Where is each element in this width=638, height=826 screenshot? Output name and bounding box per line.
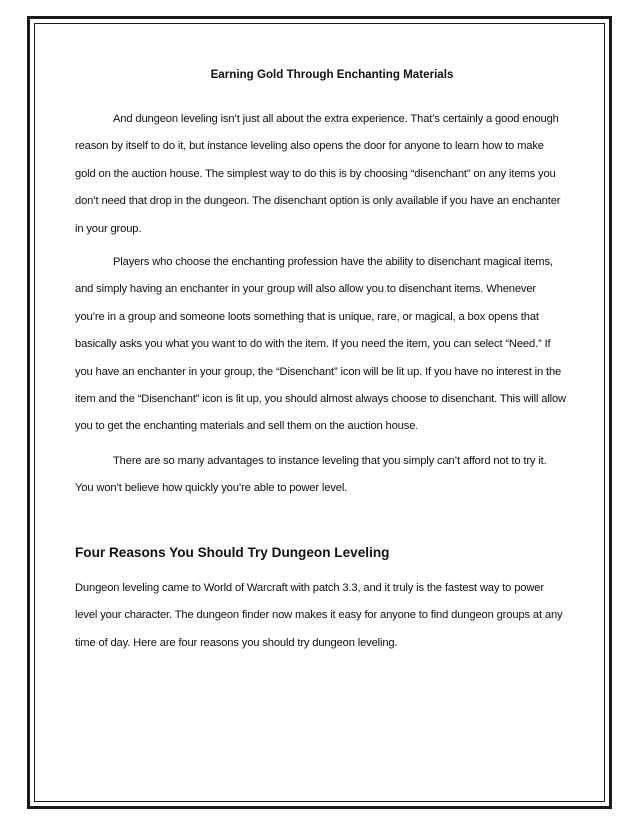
paragraph-2: Players who choose the enchanting profession have the ability to disenchant magical items, and simply having an enchanter in your group will also allow you to disenchant items. Whenever you’re in a group and someone loots something that is unique, rare, or magical, a box opens that basically asks you what you want to do with the item. If you need the item, you can select “Need.” If you have an enchanter in your group, the “Disenchant” icon will be lit up. If you have no interest in the item and the “Disenchant” icon is lit up, you should almost always choose to disenchant. This will allow you to get the enchanting materials and sell them on the auction house.: [75, 256, 566, 433]
paragraph-3: There are so many advantages to instance leveling that you simply can’t afford not to try it. You won’t believe how quickly you’re able to power level.: [75, 454, 547, 495]
document-title: Earning Gold Through Enchanting Materials: [210, 68, 454, 81]
section-heading: Four Reasons You Should Try Dungeon Leveling: [75, 544, 390, 560]
document-body: [75, 66, 567, 657]
paragraph-4: Dungeon leveling came to World of Warcraft with patch 3.3, and it truly is the fastest way to power level your character. The dungeon finder now makes it easy for anyone to find dungeon groups at any time of day. Here are four reasons you should try dungeon leveling.: [75, 581, 563, 649]
paragraph-1: And dungeon leveling isn’t just all about the extra experience. That’s certainly a good enough reason by itself to do it, but instance leveling also opens the door for anyone to learn how to make gold on the auction house. The simplest way to do this is by choosing “disenchant” on any items you don’t need that drop in the dungeon. The disenchant option is only available if you have an enchanter in your group.: [75, 113, 561, 235]
